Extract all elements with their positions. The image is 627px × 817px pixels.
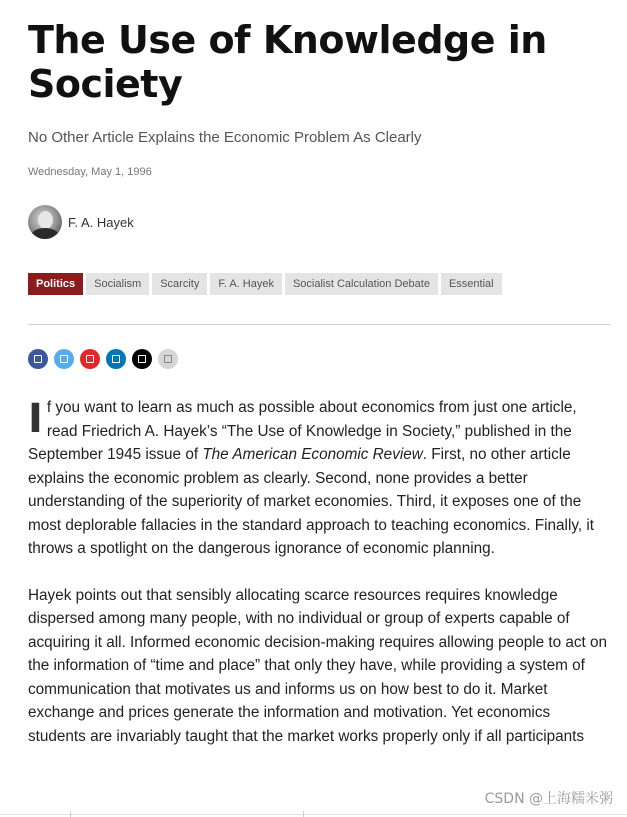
tag-essential[interactable]: Essential	[441, 273, 502, 295]
tag-socialist-calculation-debate[interactable]: Socialist Calculation Debate	[285, 273, 438, 295]
share-buttons	[28, 349, 611, 369]
print-icon[interactable]	[158, 349, 178, 369]
x-icon[interactable]	[132, 349, 152, 369]
paragraph-2: Hayek points out that sensibly allocating scarce resources requires knowledge dispersed among many people, with no individual or group of experts capable of acquiring it all. Informed economic decision-making requires allowing people to act on the information of “time and place” that only they have, while providing a system of communication that motivates us and informs us on how best to do it. Market exchange and prices generate the information and motivation. Yet economics students are invariably taught that the market works properly only if all participants	[28, 586, 608, 745]
tag-list	[28, 273, 611, 295]
author-name[interactable]: F. A. Hayek	[68, 214, 134, 230]
publish-date: Wednesday, May 1, 1996	[28, 166, 152, 178]
bottom-tick	[303, 811, 304, 817]
author-avatar[interactable]	[28, 205, 62, 239]
tag-politics[interactable]: Politics	[28, 273, 83, 295]
bottom-rule	[0, 814, 627, 815]
paragraph-1-text-end: . First, no other article explains the economic problem as clearly. Second, none provides a better understanding of the superiority of market economies. Third, it exposes one of the most deplorable fallacies in the standard approach to teaching economics. Finally, it throws a spotlight on the dangerous ignorance of economic planning.	[28, 446, 595, 557]
linkedin-icon[interactable]	[106, 349, 126, 369]
article	[28, 18, 611, 771]
journal-title: The American Economic Review	[202, 446, 423, 463]
twitter-icon[interactable]	[54, 349, 74, 369]
paragraph-1-text-start: f you want to learn as much as possible about economics from just one article, read Friedrich A. Hayek’s “The Use of Knowledge in Society,” published in the September 1945 issue of	[28, 399, 577, 463]
tag-scarcity[interactable]: Scarcity	[152, 273, 207, 295]
paragraph-1	[28, 396, 611, 561]
author-block[interactable]	[28, 204, 611, 240]
tag-socialism[interactable]: Socialism	[86, 273, 149, 295]
article-subtitle: No Other Article Explains the Economic Problem As Clearly	[28, 129, 422, 146]
bottom-tick	[70, 811, 71, 817]
article-title: The Use of Knowledge in Society	[28, 18, 547, 106]
watermark: CSDN @上海糯米粥	[484, 791, 613, 807]
drop-cap: I	[28, 396, 43, 442]
tag-f-a-hayek[interactable]: F. A. Hayek	[210, 273, 282, 295]
divider	[28, 324, 611, 325]
facebook-icon[interactable]	[28, 349, 48, 369]
flipboard-icon[interactable]	[80, 349, 100, 369]
article-body	[28, 396, 611, 748]
